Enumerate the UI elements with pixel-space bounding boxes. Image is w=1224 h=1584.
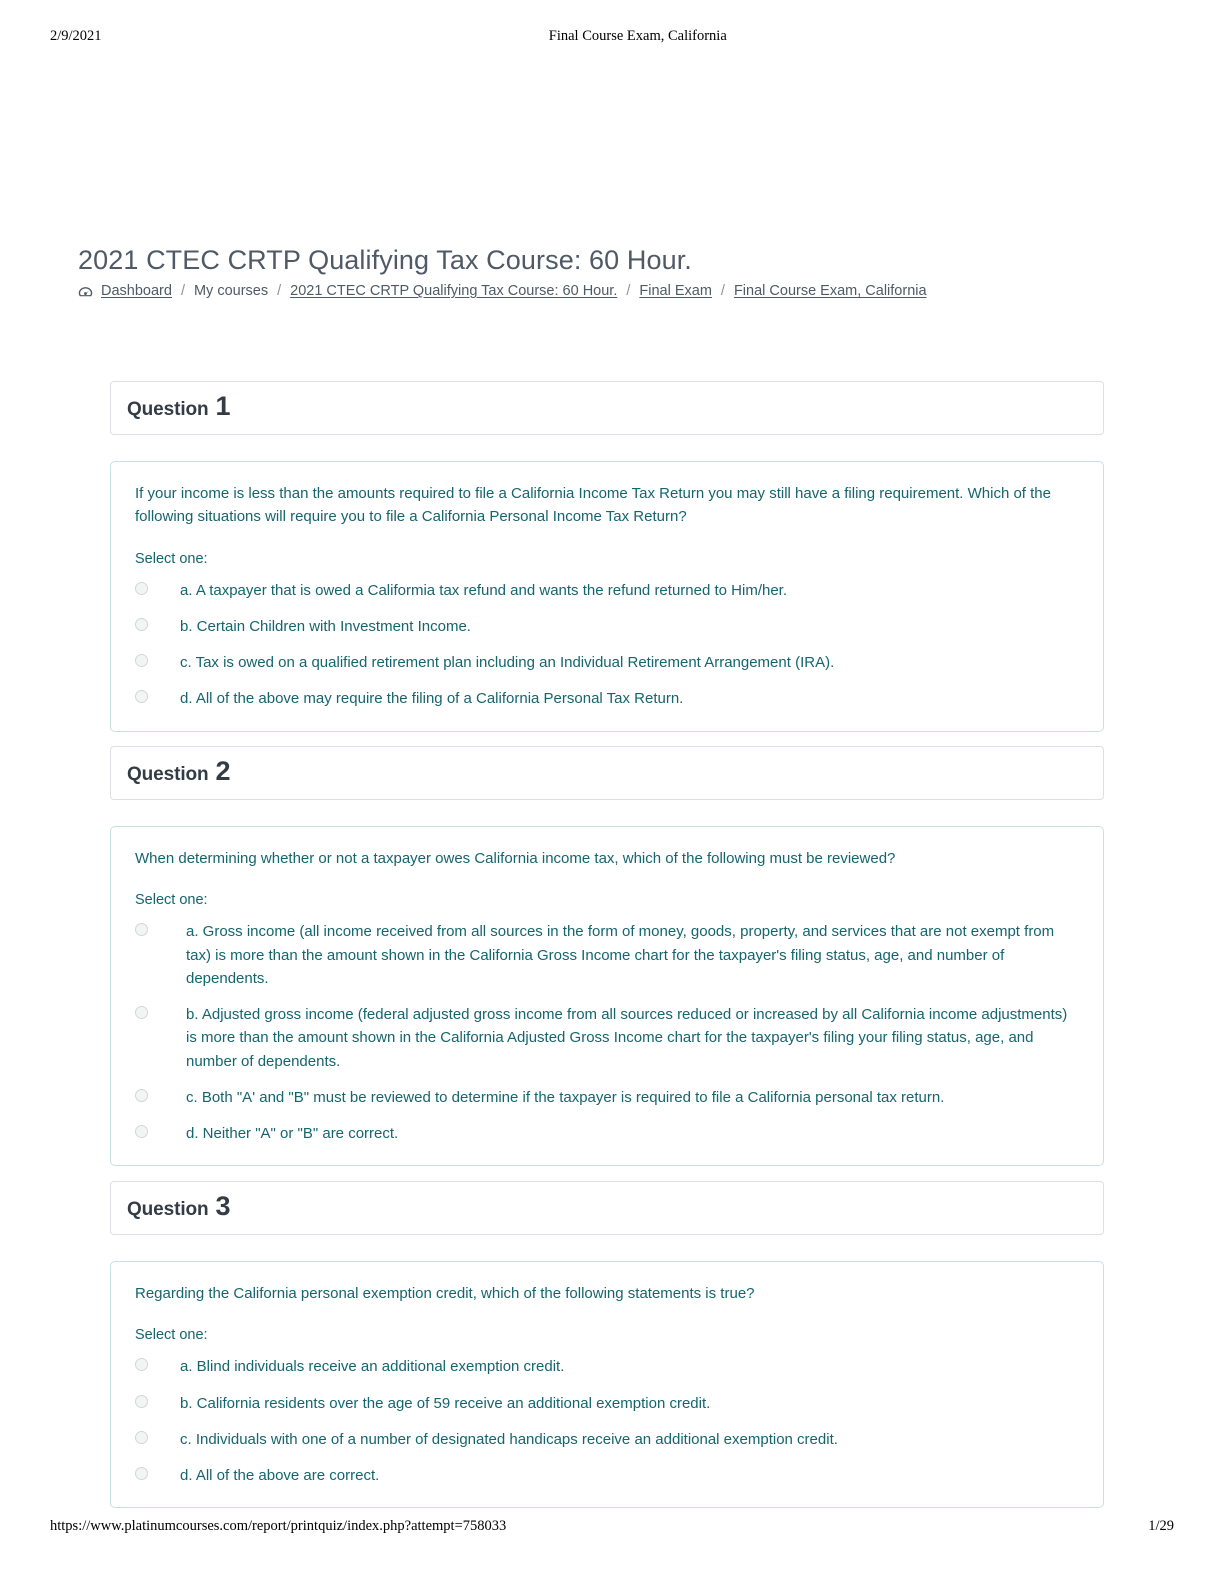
question-block-1 <box>110 381 1104 732</box>
question-text: Regarding the California personal exemption credit, which of the following statements is true? <box>135 1285 755 1302</box>
print-header <box>0 28 1224 45</box>
radio-button-icon[interactable] <box>135 923 148 936</box>
radio-button-icon[interactable] <box>135 582 148 595</box>
answer-option[interactable] <box>135 920 1081 990</box>
breadcrumb-separator: / <box>626 283 631 299</box>
print-footer-page: 1/29 <box>1148 1518 1174 1534</box>
answer-option[interactable] <box>135 1086 1081 1109</box>
select-one-label: Select one: <box>135 550 208 567</box>
radio-button-icon[interactable] <box>135 1395 148 1408</box>
answer-label: b. Certain Children with Investment Income. <box>180 617 471 635</box>
answer-label: b. Adjusted gross income (federal adjusted gross income from all sources reduced or increased by all California income adjustments) is more than the amount shown in the California Adjusted Gross Income chart for the taxpayer's filing your filing status, age, and number of dependents. <box>186 1006 1068 1070</box>
question-block-2 <box>110 746 1104 1166</box>
question-word-label: Question <box>127 1199 209 1220</box>
question-body-1 <box>110 461 1104 732</box>
question-number: 3 <box>215 1191 231 1221</box>
answer-list-3 <box>135 1355 1081 1487</box>
breadcrumb-separator: / <box>720 283 725 299</box>
answer-label: a. Blind individuals receive an additional exemption credit. <box>180 1358 565 1376</box>
question-body-3 <box>110 1261 1104 1508</box>
breadcrumb-separator: / <box>277 283 282 299</box>
print-footer-url: https://www.platinumcourses.com/report/printquiz/index.php?attempt=758033 <box>50 1518 507 1534</box>
breadcrumb-separator: / <box>180 283 185 299</box>
question-body-2 <box>110 826 1104 1166</box>
radio-button-icon[interactable] <box>135 1125 148 1138</box>
answer-label: d. All of the above are correct. <box>180 1467 380 1484</box>
breadcrumb-item-my-courses: My courses <box>193 283 269 299</box>
answer-option[interactable] <box>135 687 1081 710</box>
question-header-3 <box>110 1181 1104 1235</box>
radio-button-icon[interactable] <box>135 1431 148 1444</box>
answer-label: c. Tax is owed on a qualified retirement plan including an Individual Retirement Arrangement (IRA). <box>180 654 835 671</box>
question-header-2 <box>110 746 1104 800</box>
answer-label: b. California residents over the age of 59 receive an additional exemption credit. <box>180 1394 711 1412</box>
breadcrumb-item-dashboard[interactable]: Dashboard <box>101 283 172 299</box>
dashboard-icon <box>78 285 93 300</box>
page-title: 2021 CTEC CRTP Qualifying Tax Course: 60 Hour. <box>78 245 692 276</box>
answer-label: d. Neither "A" or "B" are correct. <box>186 1125 399 1142</box>
print-header-date: 2/9/2021 <box>50 28 102 44</box>
answer-option[interactable] <box>135 615 1081 638</box>
answer-option[interactable] <box>135 1392 1081 1415</box>
breadcrumb <box>78 283 927 299</box>
print-header-title: Final Course Exam, California <box>548 28 727 44</box>
answer-label: a. Gross income (all income received from all sources in the form of money, goods, property, and services that are not exempt from tax) is more than the amount shown in the California Gross Income chart for the taxpayer's filing status, age, and number of dependents. <box>186 923 1055 987</box>
breadcrumb-item-final-exam[interactable]: Final Exam <box>639 283 712 299</box>
radio-button-icon[interactable] <box>135 1006 148 1019</box>
radio-button-icon[interactable] <box>135 1467 148 1480</box>
select-one-label: Select one: <box>135 1327 208 1344</box>
answer-label: c. Individuals with one of a number of designated handicaps receive an additional exemption credit. <box>180 1430 838 1448</box>
question-text: If your income is less than the amounts required to file a California Income Tax Return you may still have a filing requirement. Which of the following situations will require you to file a California Personal Income Tax Return? <box>135 485 1051 526</box>
answer-option[interactable] <box>135 1003 1081 1073</box>
question-word-label: Question <box>127 764 209 785</box>
answer-label: a. A taxpayer that is owed a Califormia tax refund and wants the refund returned to Him/her. <box>180 581 788 599</box>
question-text: When determining whether or not a taxpayer owes California income tax, which of the following must be reviewed? <box>135 850 896 867</box>
answer-option[interactable] <box>135 651 1081 674</box>
question-number: 1 <box>215 391 231 421</box>
radio-button-icon[interactable] <box>135 1089 148 1102</box>
answer-label: d. All of the above may require the filing of a California Personal Tax Return. <box>180 690 684 708</box>
answer-list-2 <box>135 920 1081 1145</box>
radio-button-icon[interactable] <box>135 690 148 703</box>
answer-list-1 <box>135 579 1081 711</box>
breadcrumb-item-course[interactable]: 2021 CTEC CRTP Qualifying Tax Course: 60 Hour. <box>290 283 618 299</box>
question-block-3 <box>110 1181 1104 1508</box>
question-header-1 <box>110 381 1104 435</box>
answer-option[interactable] <box>135 1355 1081 1378</box>
answer-option[interactable] <box>135 1464 1081 1487</box>
answer-option[interactable] <box>135 1428 1081 1451</box>
question-number: 2 <box>215 756 231 786</box>
breadcrumb-item-current[interactable]: Final Course Exam, California <box>733 283 927 299</box>
answer-label: c. Both "A' and "B" must be reviewed to determine if the taxpayer is required to file a California personal tax return. <box>186 1088 945 1106</box>
answer-option[interactable] <box>135 1122 1081 1145</box>
answer-option[interactable] <box>135 579 1081 602</box>
radio-button-icon[interactable] <box>135 1358 148 1371</box>
question-word-label: Question <box>127 399 209 420</box>
select-one-label: Select one: <box>135 892 208 909</box>
print-footer <box>0 1518 1224 1535</box>
radio-button-icon[interactable] <box>135 654 148 667</box>
radio-button-icon[interactable] <box>135 618 148 631</box>
